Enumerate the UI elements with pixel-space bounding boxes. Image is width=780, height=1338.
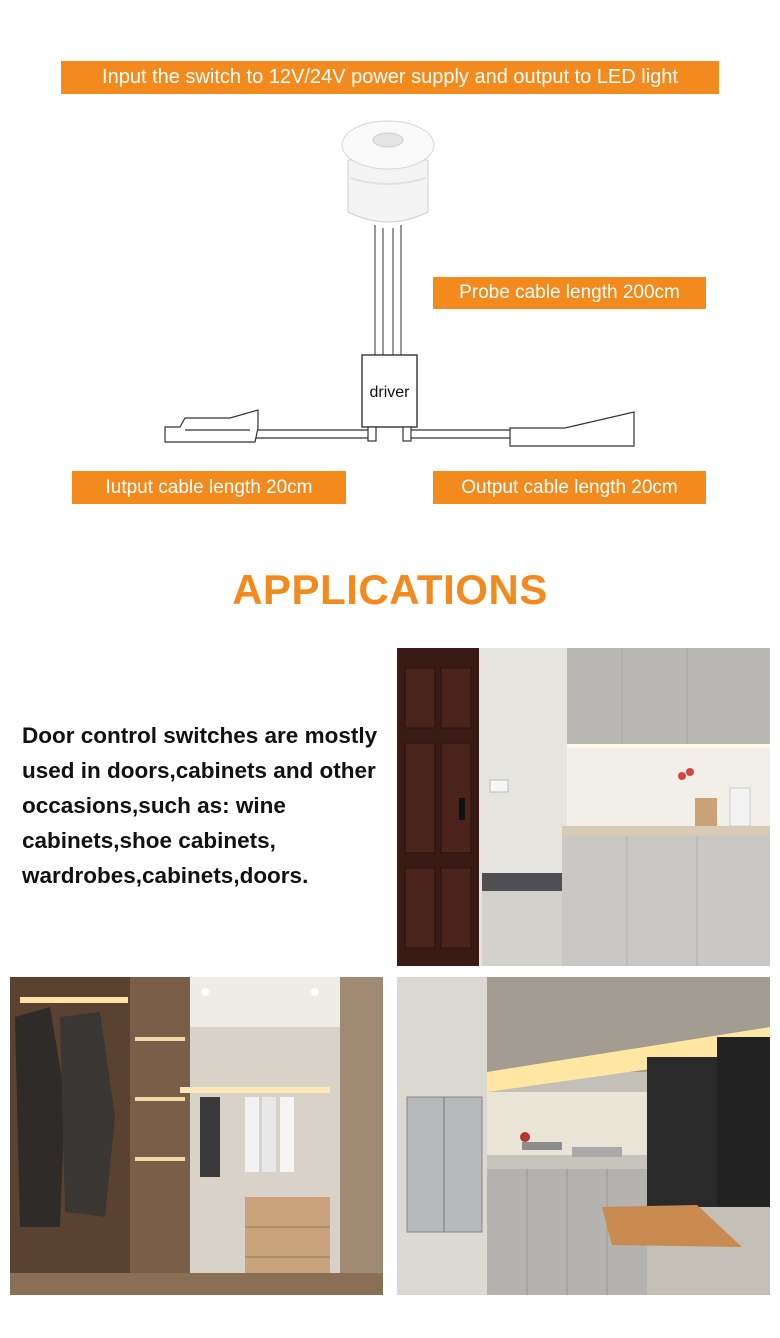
input-cable-label: [72, 471, 346, 504]
output-cable-label: [433, 471, 706, 504]
kitchen-photo: [397, 977, 770, 1295]
driver-label: driver: [369, 384, 410, 401]
output-cable-text: Output cable length 20cm: [461, 476, 678, 498]
probe-cable-label: [433, 277, 706, 309]
door-cabinet-photo: [397, 648, 770, 966]
probe-cable-text: Probe cable length 200cm: [459, 282, 680, 303]
header-banner-text: Input the switch to 12V/24V power supply and output to LED light: [102, 66, 678, 88]
input-cable-text: Iutput cable length 20cm: [105, 476, 313, 498]
wardrobe-photo: [10, 977, 383, 1295]
output-cable: [403, 412, 634, 446]
header-banner: [61, 61, 719, 94]
applications-title: APPLICATIONS: [232, 566, 548, 613]
driver-box: [362, 355, 417, 427]
probe-cable: [375, 225, 401, 357]
sensor-switch: [342, 121, 434, 222]
applications-description: Door control switches are mostly used in doors,cabinets and other occasions,such as: wine cabinets,shoe cabinets, wardrobes,cabinets,doors.: [22, 723, 378, 888]
input-cable: [165, 410, 376, 442]
